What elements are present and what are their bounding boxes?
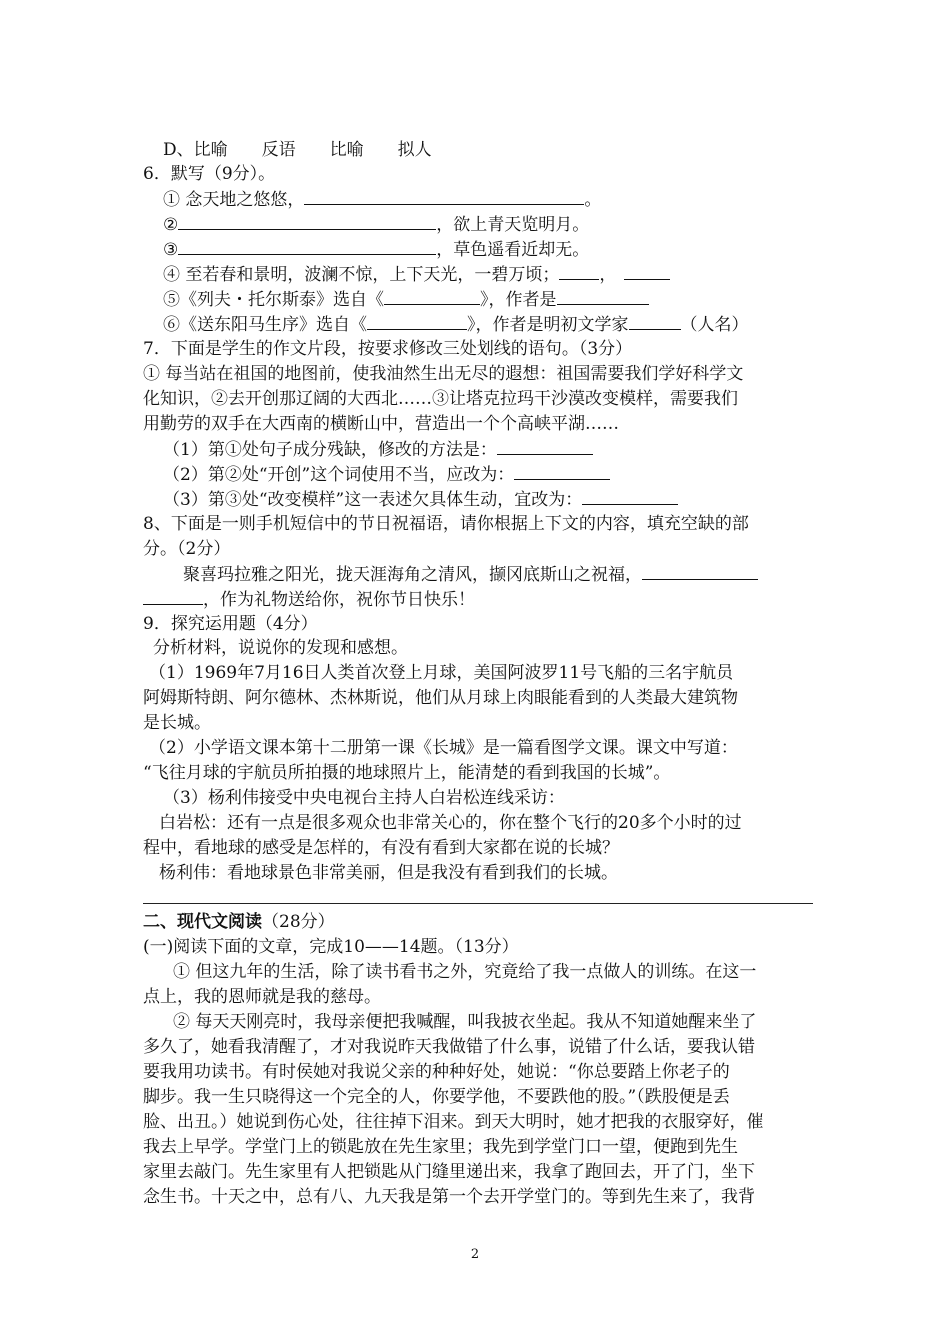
q9-material-line: 杨利伟：看地球景色非常美丽，但是我没有看到我们的长城。: [159, 863, 618, 883]
q9-intro: 分析材料，说说你的发现和感想。: [153, 638, 408, 658]
blank-line[interactable]: [178, 212, 436, 230]
q6-item-2: ② ，欲上青天览明月。: [163, 212, 833, 236]
passage-line: ① 但这九年的生活，除了读书看书之外，究竟给了我一点做人的训练。在这一: [173, 962, 757, 982]
q5-option-d: D、比喻 反语 比喻 拟人: [163, 140, 432, 160]
blank-line[interactable]: [143, 587, 203, 605]
q7-sub-3: （3）第③处“改变模样”这一表述欠具体生动，宜改为：: [163, 487, 833, 511]
q7-para-line: ① 每当站在祖国的地图前，使我油然生出无尽的遐想：祖国需要我们学好科学文: [143, 364, 744, 384]
q9-title: 9．探究运用题（4分）: [143, 614, 318, 634]
blank-line[interactable]: [557, 287, 649, 305]
blank-line[interactable]: [559, 262, 599, 280]
blank-line[interactable]: [178, 237, 436, 255]
passage-line: 要我用功读书。有时侯她对我说父亲的种种好处，她说：“你总要踏上你老子的: [143, 1062, 730, 1082]
q9-material-line: 程中，看地球的感受是怎样的，有没有看到大家都在说的长城？: [143, 838, 619, 858]
passage-line: 念生书。十天之中，总有八、九天我是第一个去开学堂门的。等到先生来了，我背: [143, 1187, 755, 1207]
q7-sub-1: （1）第①处句子成分残缺，修改的方法是：: [163, 437, 833, 461]
passage-line: 多久了，她看我清醒了，才对我说昨天我做错了什么事，说错了什么话，要我认错: [143, 1037, 755, 1057]
q9-material-line: 是长城。: [143, 713, 211, 733]
q9-material-line: （1）1969年7月16日人类首次登上月球，美国阿波罗11号飞船的三名宇航员: [149, 663, 734, 683]
q8-line: ，作为礼物送给你，祝你节日快乐！: [143, 587, 813, 611]
passage-line: ② 每天天刚亮时，我母亲便把我喊醒，叫我披衣坐起。我从不知道她醒来坐了: [173, 1012, 757, 1032]
q7-sub-2: （2）第②处“开创”这个词使用不当，应改为：: [163, 462, 833, 486]
q7-title: 7．下面是学生的作文片段，按要求修改三处划线的语句。（3分）: [143, 339, 633, 359]
section-2-heading: 二、现代文阅读（28分）: [143, 912, 335, 932]
blank-line[interactable]: [624, 262, 670, 280]
q6-title: 6．默写（9分）。: [143, 164, 276, 184]
q8-line: 聚喜玛拉雅之阳光，拢天涯海角之清风，撷冈底斯山之祝福，: [183, 562, 813, 586]
q6-item-3: ③ ，草色遥看近却无。: [163, 237, 833, 261]
passage-line: 点上，我的恩师就是我的慈母。: [143, 987, 381, 1007]
section-2-subheading: (一)阅读下面的文章，完成10——14题。（13分）: [143, 937, 519, 957]
blank-line[interactable]: [304, 187, 584, 205]
q9-material-line: 阿姆斯特朗、阿尔德林、杰林斯说，他们从月球上肉眼能看到的人类最大建筑物: [143, 688, 738, 708]
q8-line: 8、下面是一则手机短信中的节日祝福语，请你根据上下文的内容，填充空缺的部: [143, 514, 749, 534]
page-number: 2: [470, 1247, 480, 1262]
q6-item-6: ⑥《送东阳马生序》选自《 》，作者是明初文学家 （人名）: [163, 312, 833, 336]
q7-para-line: 用勤劳的双手在大西南的横断山中，营造出一个个高峡平湖……: [143, 414, 619, 434]
q6-item-4: ④ 至若春和景明，波澜不惊，上下天光，一碧万顷； ，: [163, 262, 833, 286]
q6-item-1: ① 念天地之悠悠， 。: [163, 187, 833, 211]
blank-line[interactable]: [629, 312, 681, 330]
blank-line[interactable]: [384, 287, 480, 305]
passage-line: 脚步。我一生只晓得这一个完全的人，你要学他，不要跌他的股。”（跌股便是丢: [143, 1087, 730, 1107]
q8-line: 分。（2分）: [143, 539, 231, 559]
passage-line: 我去上早学。学堂门上的锁匙放在先生家里；我先到学堂门口一望，便跑到先生: [143, 1137, 738, 1157]
blank-line[interactable]: [582, 487, 678, 505]
q9-material-line: “飞往月球的宇航员所拍摄的地球照片上，能清楚的看到我国的长城”。: [143, 763, 671, 783]
passage-line: 家里去敲门。先生家里有人把锁匙从门缝里递出来，我拿了跑回去，开了门，坐下: [143, 1162, 755, 1182]
section-divider: [143, 903, 813, 904]
q9-material-line: 白岩松：还有一点是很多观众也非常关心的，你在整个飞行的20多个小时的过: [159, 813, 742, 833]
q6-item-5: ⑤《列夫・托尔斯泰》选自《 》，作者是: [163, 287, 833, 311]
q9-material-line: （3）杨利伟接受中央电视台主持人白岩松连线采访：: [163, 788, 565, 808]
blank-line[interactable]: [367, 312, 467, 330]
passage-line: 脸、出丑。）她说到伤心处，往往掉下泪来。到天大明时，她才把我的衣服穿好，催: [143, 1112, 764, 1132]
blank-line[interactable]: [642, 562, 758, 580]
blank-line[interactable]: [514, 462, 610, 480]
blank-line[interactable]: [497, 437, 593, 455]
q7-para-line: 化知识，②去开创那辽阔的大西北……③让塔克拉玛干沙漠改变模样，需要我们: [143, 389, 738, 409]
q9-material-line: （2）小学语文课本第十二册第一课《长城》是一篇看图学文课。课文中写道：: [149, 738, 738, 758]
